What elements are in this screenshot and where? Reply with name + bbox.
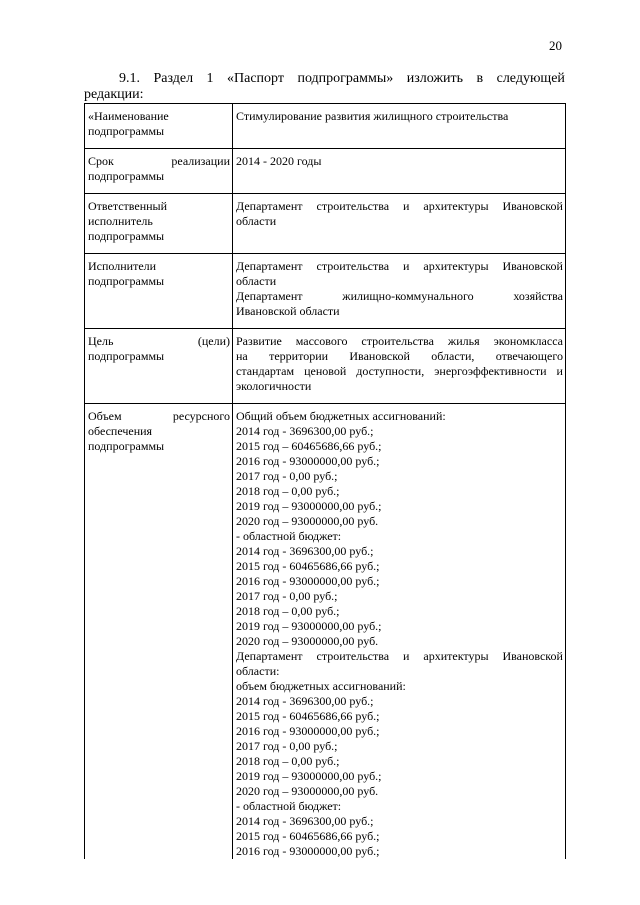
value-word: 2016 год - 93000000,00 руб.;	[236, 844, 380, 858]
label-word: Объем	[88, 409, 122, 423]
value-word: - областной бюджет:	[236, 799, 342, 813]
value-word: 2015 год - 60465686,66 руб.;	[236, 829, 380, 843]
row-label-cell	[85, 329, 233, 404]
value-word: архитектуры	[423, 649, 489, 663]
value-word: Ивановской области	[236, 304, 340, 318]
intro-word: в	[476, 71, 484, 86]
value-line	[236, 469, 563, 484]
value-line	[236, 844, 563, 859]
table-row	[85, 329, 566, 404]
value-word: 2020 год – 93000000,00 руб.	[236, 784, 379, 798]
value-word: строительства	[316, 199, 390, 213]
value-line	[236, 154, 563, 169]
value-line	[236, 529, 563, 544]
table-row	[85, 404, 566, 860]
value-word: 2018 год – 0,00 руб.;	[236, 604, 340, 618]
value-line	[236, 724, 563, 739]
row-value-cell	[233, 254, 566, 329]
value-word: ценовой	[304, 364, 347, 378]
value-word: области,	[431, 349, 475, 363]
value-line	[236, 649, 563, 664]
page-number: 20	[549, 38, 562, 53]
value-line	[236, 274, 563, 289]
value-word: на	[236, 349, 248, 363]
label-word: подпрограммы	[88, 124, 165, 138]
label-line	[88, 409, 230, 424]
table-row	[85, 254, 566, 329]
value-line	[236, 304, 563, 319]
value-word: Ивановской	[502, 259, 563, 273]
label-word: «Наименование	[88, 109, 169, 123]
value-word: строительства	[316, 649, 390, 663]
value-line	[236, 694, 563, 709]
value-word: 2018 год – 0,00 руб.;	[236, 754, 340, 768]
value-line	[236, 739, 563, 754]
value-word: Стимулирование развития жилищного строительства	[236, 109, 509, 123]
value-line	[236, 664, 563, 679]
value-line	[236, 754, 563, 769]
value-word: области	[236, 214, 277, 228]
intro-word: 1	[206, 71, 214, 86]
label-word: подпрограммы	[88, 169, 165, 183]
row-value-cell	[233, 104, 566, 149]
value-word: экономкласса	[493, 334, 563, 348]
value-line	[236, 334, 563, 349]
value-word: Департамент	[236, 259, 303, 273]
value-line	[236, 439, 563, 454]
value-line	[236, 679, 563, 694]
value-word: отвечающего	[495, 349, 563, 363]
value-line	[236, 709, 563, 724]
label-line	[88, 199, 230, 214]
value-word: и	[403, 649, 410, 663]
value-line	[236, 829, 563, 844]
value-word: 2019 год – 93000000,00 руб.;	[236, 769, 382, 783]
value-line	[236, 574, 563, 589]
value-word: 2016 год - 93000000,00 руб.;	[236, 574, 380, 588]
value-word: жилья	[447, 334, 480, 348]
value-line	[236, 364, 563, 379]
row-label-cell	[85, 104, 233, 149]
value-word: энергоэффективности	[434, 364, 547, 378]
value-line	[236, 604, 563, 619]
value-word: хозяйства	[513, 289, 563, 303]
intro-paragraph	[84, 71, 565, 103]
value-word: 2014 год - 3696300,00 руб.;	[236, 424, 374, 438]
value-line	[236, 454, 563, 469]
value-line	[236, 109, 563, 124]
value-word: 2018 год – 0,00 руб.;	[236, 484, 340, 498]
value-line	[236, 484, 563, 499]
value-word: массового	[295, 334, 348, 348]
value-word: 2017 год - 0,00 руб.;	[236, 739, 338, 753]
value-word: 2020 год – 93000000,00 руб.	[236, 634, 379, 648]
value-word: жилищно-коммунального	[342, 289, 474, 303]
label-word: ресурсного	[172, 409, 230, 423]
value-line	[236, 214, 563, 229]
row-value-cell	[233, 149, 566, 194]
value-word: архитектуры	[423, 199, 489, 213]
value-word: 2017 год - 0,00 руб.;	[236, 469, 338, 483]
value-line	[236, 619, 563, 634]
value-word: Ивановской	[502, 649, 563, 663]
label-line	[88, 439, 230, 454]
table-row	[85, 104, 566, 149]
label-word: (цели)	[197, 334, 230, 348]
value-line	[236, 769, 563, 784]
value-line	[236, 634, 563, 649]
value-line	[236, 259, 563, 274]
value-line	[236, 424, 563, 439]
value-word: и	[403, 259, 410, 273]
value-word: строительства	[361, 334, 434, 348]
label-word: исполнитель	[88, 214, 153, 228]
intro-word: 9.1.	[119, 71, 140, 86]
value-word: территории	[269, 349, 329, 363]
value-word: 2017 год - 0,00 руб.;	[236, 589, 338, 603]
label-word: реализации	[171, 154, 230, 168]
value-word: архитектуры	[423, 259, 489, 273]
label-word: подпрограммы	[88, 229, 165, 243]
value-word: Ивановской	[349, 349, 410, 363]
label-word: подпрограммы	[88, 349, 165, 363]
label-word: Цель	[88, 334, 114, 348]
value-word: и	[556, 364, 563, 378]
value-line	[236, 349, 563, 364]
value-line	[236, 409, 563, 424]
value-word: - областной бюджет:	[236, 529, 342, 543]
value-line	[236, 559, 563, 574]
value-word: 2019 год – 93000000,00 руб.;	[236, 619, 382, 633]
intro-word: «Паспорт	[227, 71, 284, 86]
row-label-cell	[85, 404, 233, 860]
value-line	[236, 784, 563, 799]
value-word: 2016 год - 93000000,00 руб.;	[236, 724, 380, 738]
value-word: строительства	[316, 259, 390, 273]
intro-word: подпрограммы»	[297, 71, 394, 86]
value-line	[236, 589, 563, 604]
table-row	[85, 194, 566, 254]
value-word: Департамент	[236, 649, 303, 663]
label-line	[88, 124, 230, 139]
value-word: экологичности	[236, 379, 312, 393]
value-word: области:	[236, 664, 280, 678]
label-line	[88, 154, 230, 169]
row-value-cell	[233, 404, 566, 860]
value-line	[236, 814, 563, 829]
value-word: Общий объем бюджетных ассигнований:	[236, 409, 446, 423]
value-word: доступности,	[356, 364, 425, 378]
value-line	[236, 544, 563, 559]
value-word: Ивановской	[502, 199, 563, 213]
value-word: 2014 год - 3696300,00 руб.;	[236, 694, 374, 708]
value-word: 2015 год - 60465686,66 руб.;	[236, 559, 380, 573]
value-line	[236, 799, 563, 814]
label-line	[88, 259, 230, 274]
intro-line-2: редакции:	[84, 87, 144, 102]
label-line	[88, 274, 230, 289]
row-label-cell	[85, 254, 233, 329]
value-word: 2014 - 2020 годы	[236, 154, 322, 168]
value-word: и	[403, 199, 410, 213]
value-word: Департамент	[236, 199, 303, 213]
label-line	[88, 424, 230, 439]
label-word: подпрограммы	[88, 274, 165, 288]
value-line	[236, 499, 563, 514]
label-line	[88, 169, 230, 184]
label-line	[88, 334, 230, 349]
value-word: 2014 год - 3696300,00 руб.;	[236, 814, 374, 828]
label-line	[88, 229, 230, 244]
label-word: Срок	[88, 154, 114, 168]
intro-line-1	[84, 71, 565, 87]
value-line	[236, 379, 563, 394]
value-word: Развитие	[236, 334, 282, 348]
subprogram-passport-table	[84, 103, 566, 859]
intro-word: изложить	[406, 71, 464, 86]
label-line	[88, 349, 230, 364]
row-label-cell	[85, 149, 233, 194]
value-word: 2019 год – 93000000,00 руб.;	[236, 499, 382, 513]
row-label-cell	[85, 194, 233, 254]
intro-word: Раздел	[153, 71, 194, 86]
value-line	[236, 199, 563, 214]
value-line	[236, 514, 563, 529]
value-word: Департамент	[236, 289, 303, 303]
value-word: 2015 год – 60465686,66 руб.;	[236, 439, 382, 453]
label-line	[88, 214, 230, 229]
value-word: 2016 год - 93000000,00 руб.;	[236, 454, 380, 468]
label-word: Ответственный	[88, 199, 168, 213]
value-word: области	[236, 274, 277, 288]
value-word: 2020 год – 93000000,00 руб.	[236, 514, 379, 528]
row-value-cell	[233, 194, 566, 254]
label-word: подпрограммы	[88, 439, 165, 453]
table-row	[85, 149, 566, 194]
intro-word: следующей	[496, 71, 565, 86]
passport-table-body	[85, 104, 566, 860]
value-word: объем бюджетных ассигнований:	[236, 679, 406, 693]
value-word: 2015 год - 60465686,66 руб.;	[236, 709, 380, 723]
label-line	[88, 109, 230, 124]
label-word: Исполнители	[88, 259, 157, 273]
value-line	[236, 289, 563, 304]
value-word: стандартам	[236, 364, 295, 378]
label-word: обеспечения	[88, 424, 153, 438]
value-word: 2014 год - 3696300,00 руб.;	[236, 544, 374, 558]
row-value-cell	[233, 329, 566, 404]
